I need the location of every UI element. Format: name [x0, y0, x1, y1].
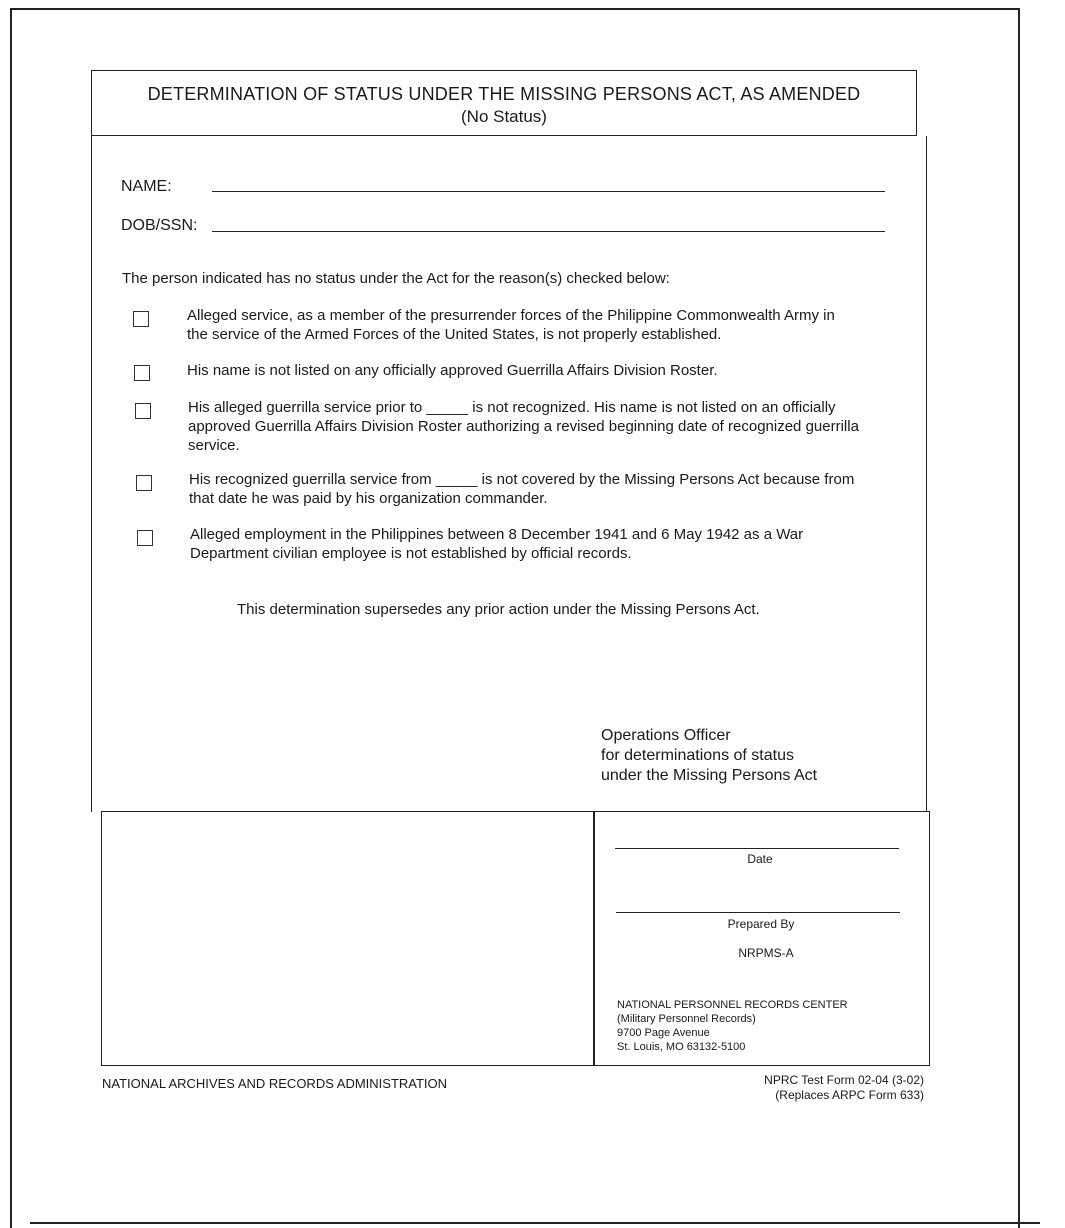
- scan-edge-right: [1018, 8, 1020, 1228]
- form-title-box: [91, 70, 917, 136]
- intro-text: The person indicated has no status under the Act for the reason(s) checked below:: [122, 270, 670, 287]
- reason-checkbox-1[interactable]: [133, 311, 149, 327]
- date-field[interactable]: [615, 848, 899, 849]
- scan-edge-bottom: [30, 1222, 1040, 1224]
- office-code: NRPMS-A: [738, 946, 794, 960]
- scan-edge-left: [10, 8, 12, 1228]
- lower-box-divider: [593, 811, 595, 1066]
- date-label: Date: [747, 852, 773, 866]
- reason-checkbox-3[interactable]: [135, 403, 151, 419]
- reason-text-2: His name is not listed on any officially approved Guerrilla Affairs Division Roster.: [187, 362, 718, 379]
- reason-text-5: Alleged employment in the Philippines between 8 December 1941 and 6 May 1942 as a War Department civilian employee is not established by official records.: [190, 526, 804, 562]
- prepared-by-field[interactable]: [616, 912, 900, 913]
- form-subtitle: (No Status): [461, 107, 547, 126]
- name-label: NAME:: [121, 178, 172, 195]
- nprc-address: NATIONAL PERSONNEL RECORDS CENTER (Military Personnel Records) 9700 Page Avenue St. Louis, MO 63132-5100: [617, 999, 848, 1053]
- reason-checkbox-4[interactable]: [136, 475, 152, 491]
- reason-checkbox-5[interactable]: [137, 530, 153, 546]
- reason-text-4: His recognized guerrilla service from _____ is not covered by the Missing Persons Act because from that date he was paid by his organization commander.: [189, 471, 855, 507]
- dob-ssn-field[interactable]: [212, 231, 885, 232]
- reason-checkbox-2[interactable]: [134, 365, 150, 381]
- supersedes-note: This determination supersedes any prior action under the Missing Persons Act.: [237, 601, 760, 618]
- dob-ssn-label: DOB/SSN:: [121, 217, 198, 234]
- reason-text-3: His alleged guerrilla service prior to _____ is not recognized. His name is not listed on an officially approved Guerrilla Affairs Division Roster authorizing a revised beginning date of recognized guerrilla service.: [188, 399, 859, 454]
- name-field[interactable]: [212, 191, 885, 192]
- form-title: DETERMINATION OF STATUS UNDER THE MISSING PERSONS ACT, AS AMENDED: [147, 84, 861, 104]
- scan-edge-top: [10, 8, 1020, 10]
- footer-form-number: NPRC Test Form 02-04 (3-02) (Replaces ARPC Form 633): [764, 1073, 924, 1102]
- reason-text-1: Alleged service, as a member of the presurrender forces of the Philippine Commonwealth Army in the service of the Armed Forces of the United States, is not properly established.: [187, 307, 835, 343]
- footer-agency: NATIONAL ARCHIVES AND RECORDS ADMINISTRATION: [102, 1076, 448, 1091]
- prepared-by-label: Prepared By: [727, 917, 795, 931]
- operations-officer-block: Operations Officer for determinations of status under the Missing Persons Act: [601, 727, 818, 784]
